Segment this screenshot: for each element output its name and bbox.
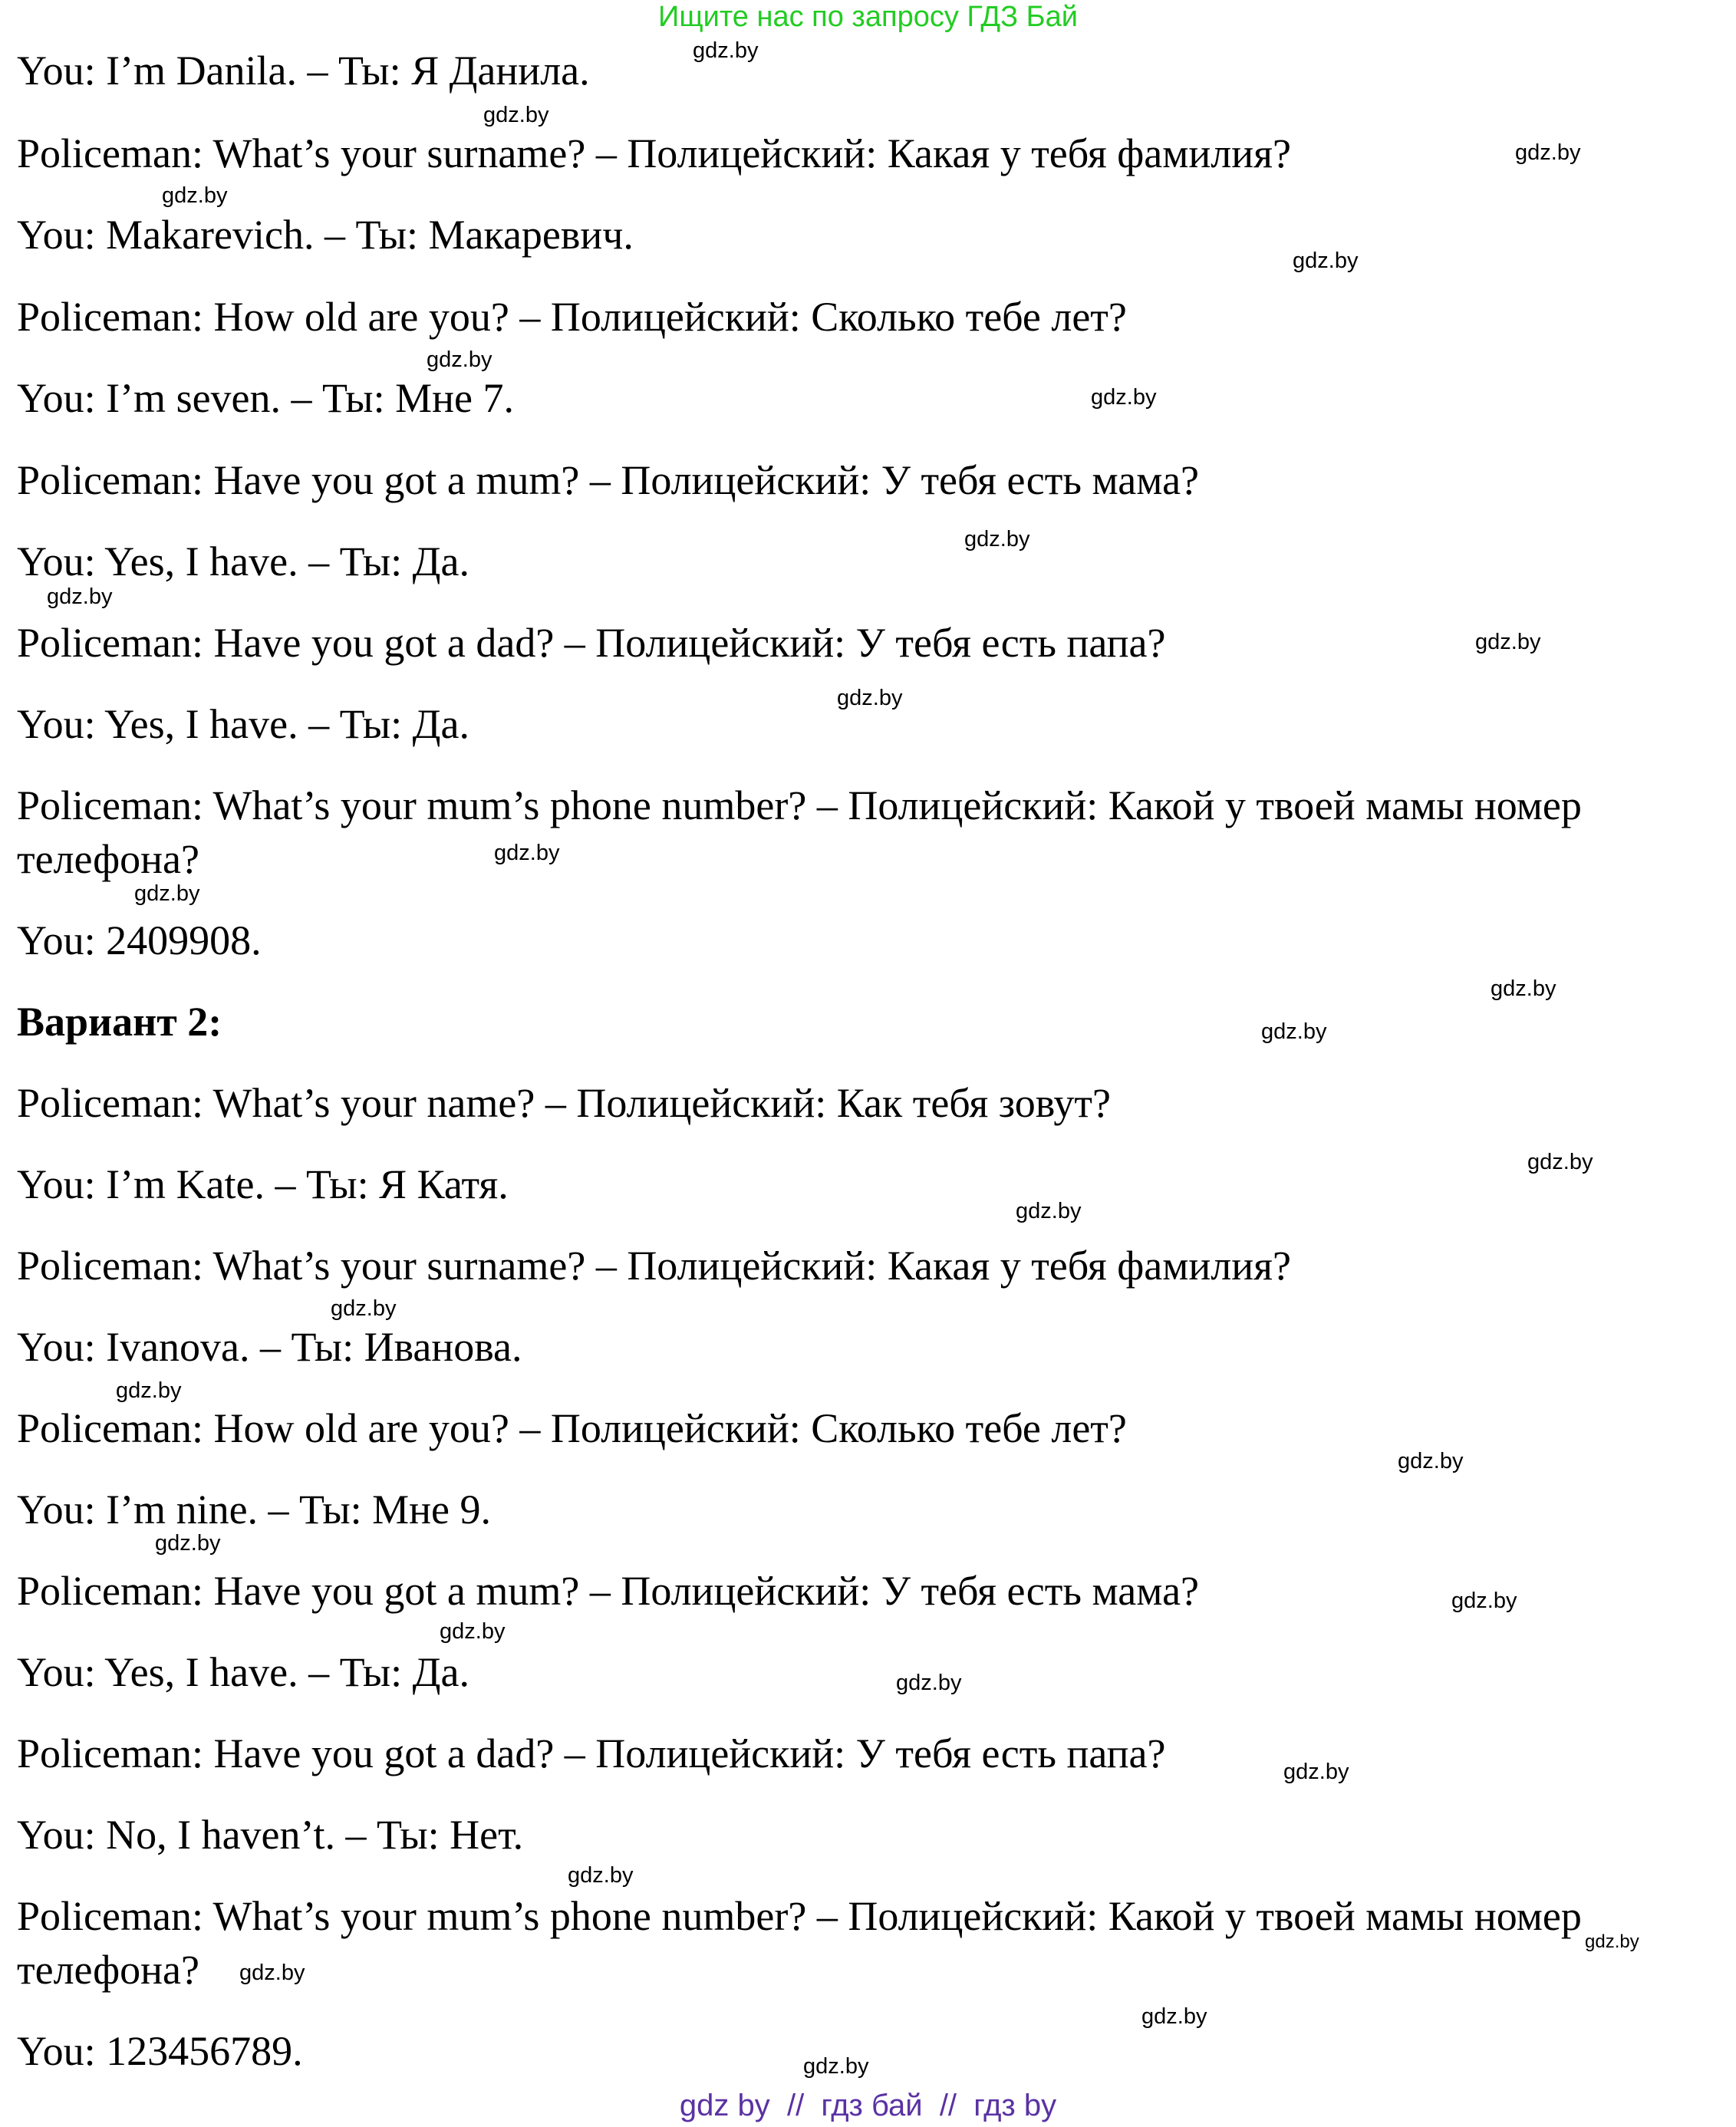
section-heading: Вариант 2:: [17, 999, 222, 1045]
footer-watermark: gdz by // гдз бай // гдз by: [679, 2089, 1057, 2122]
watermark: gdz.by: [116, 1378, 182, 1403]
dialogue-line: телефона?: [17, 1947, 199, 1993]
dialogue-line: You: 123456789.: [17, 2028, 303, 2074]
watermark: gdz.by: [440, 1619, 506, 1644]
watermark: gdz.by: [1475, 630, 1541, 654]
dialogue-line: Policeman: What’s your surname? – Полицейский: Какая у тебя фамилия?: [17, 130, 1291, 176]
dialogue-line: Policeman: What’s your surname? – Полицейский: Какая у тебя фамилия?: [17, 1243, 1291, 1289]
watermark: gdz.by: [693, 38, 759, 63]
dialogue-line: Policeman: How old are you? – Полицейский: Сколько тебе лет?: [17, 294, 1127, 340]
watermark: gdz.by: [1398, 1449, 1464, 1473]
watermark: gdz.by: [1585, 1931, 1639, 1952]
dialogue-line: You: I’m Danila. – Ты: Я Данила.: [17, 48, 590, 94]
dialogue-line: Policeman: Have you got a dad? – Полицейский: У тебя есть папа?: [17, 1730, 1166, 1776]
watermark: gdz.by: [1016, 1199, 1082, 1223]
watermark: gdz.by: [1527, 1150, 1593, 1174]
watermark: gdz.by: [803, 2054, 869, 2079]
watermark: gdz.by: [568, 1863, 634, 1888]
watermark: gdz.by: [134, 881, 200, 906]
dialogue-line: Policeman: What’s your mum’s phone number? – Полицейский: Какой у твоей мамы номер: [17, 782, 1582, 828]
watermark: gdz.by: [239, 1961, 305, 1985]
watermark: gdz.by: [1141, 2004, 1207, 2029]
watermark: gdz.by: [1261, 1019, 1327, 1044]
dialogue-line: You: No, I haven’t. – Ты: Нет.: [17, 1812, 524, 1858]
dialogue-line: телефона?: [17, 836, 199, 882]
watermark: gdz.by: [837, 686, 903, 710]
watermark: gdz.by: [896, 1671, 962, 1695]
dialogue-line: You: I’m Kate. – Ты: Я Катя.: [17, 1161, 509, 1207]
dialogue-line: You: I’m nine. – Ты: Мне 9.: [17, 1487, 491, 1533]
dialogue-line: Policeman: Have you got a mum? – Полицейский: У тебя есть мама?: [17, 457, 1200, 503]
watermark: gdz.by: [1293, 249, 1359, 273]
watermark: gdz.by: [427, 347, 492, 372]
watermark: gdz.by: [1451, 1589, 1517, 1613]
dialogue-line: Policeman: Have you got a mum? – Полицейский: У тебя есть мама?: [17, 1568, 1200, 1614]
dialogue-line: Policeman: What’s your mum’s phone number? – Полицейский: Какой у твоей мамы номер: [17, 1893, 1582, 1939]
dialogue-line: You: Yes, I have. – Ты: Да.: [17, 701, 469, 747]
watermark: gdz.by: [483, 103, 549, 127]
dialogue-line: Policeman: How old are you? – Полицейский: Сколько тебе лет?: [17, 1405, 1127, 1451]
dialogue-line: You: I’m seven. – Ты: Мне 7.: [17, 375, 514, 421]
top-banner: Ищите нас по запросу ГДЗ Бай: [658, 1, 1078, 33]
watermark: gdz.by: [155, 1531, 221, 1556]
dialogue-line: You: 2409908.: [17, 917, 262, 963]
watermark: gdz.by: [1491, 976, 1556, 1001]
watermark: gdz.by: [1091, 385, 1157, 410]
dialogue-line: Policeman: Have you got a dad? – Полицейский: У тебя есть папа?: [17, 620, 1166, 666]
watermark: gdz.by: [964, 527, 1030, 552]
watermark: gdz.by: [1515, 140, 1581, 165]
dialogue-line: You: Yes, I have. – Ты: Да.: [17, 538, 469, 584]
watermark: gdz.by: [47, 584, 113, 609]
watermark: gdz.by: [494, 841, 560, 865]
dialogue-line: You: Makarevich. – Ты: Макаревич.: [17, 212, 634, 258]
dialogue-line: Policeman: What’s your name? – Полицейский: Как тебя зовут?: [17, 1080, 1111, 1126]
dialogue-line: You: Ivanova. – Ты: Иванова.: [17, 1324, 522, 1370]
dialogue-line: You: Yes, I have. – Ты: Да.: [17, 1649, 469, 1695]
watermark: gdz.by: [331, 1296, 397, 1321]
watermark: gdz.by: [1283, 1760, 1349, 1784]
watermark: gdz.by: [162, 183, 228, 208]
